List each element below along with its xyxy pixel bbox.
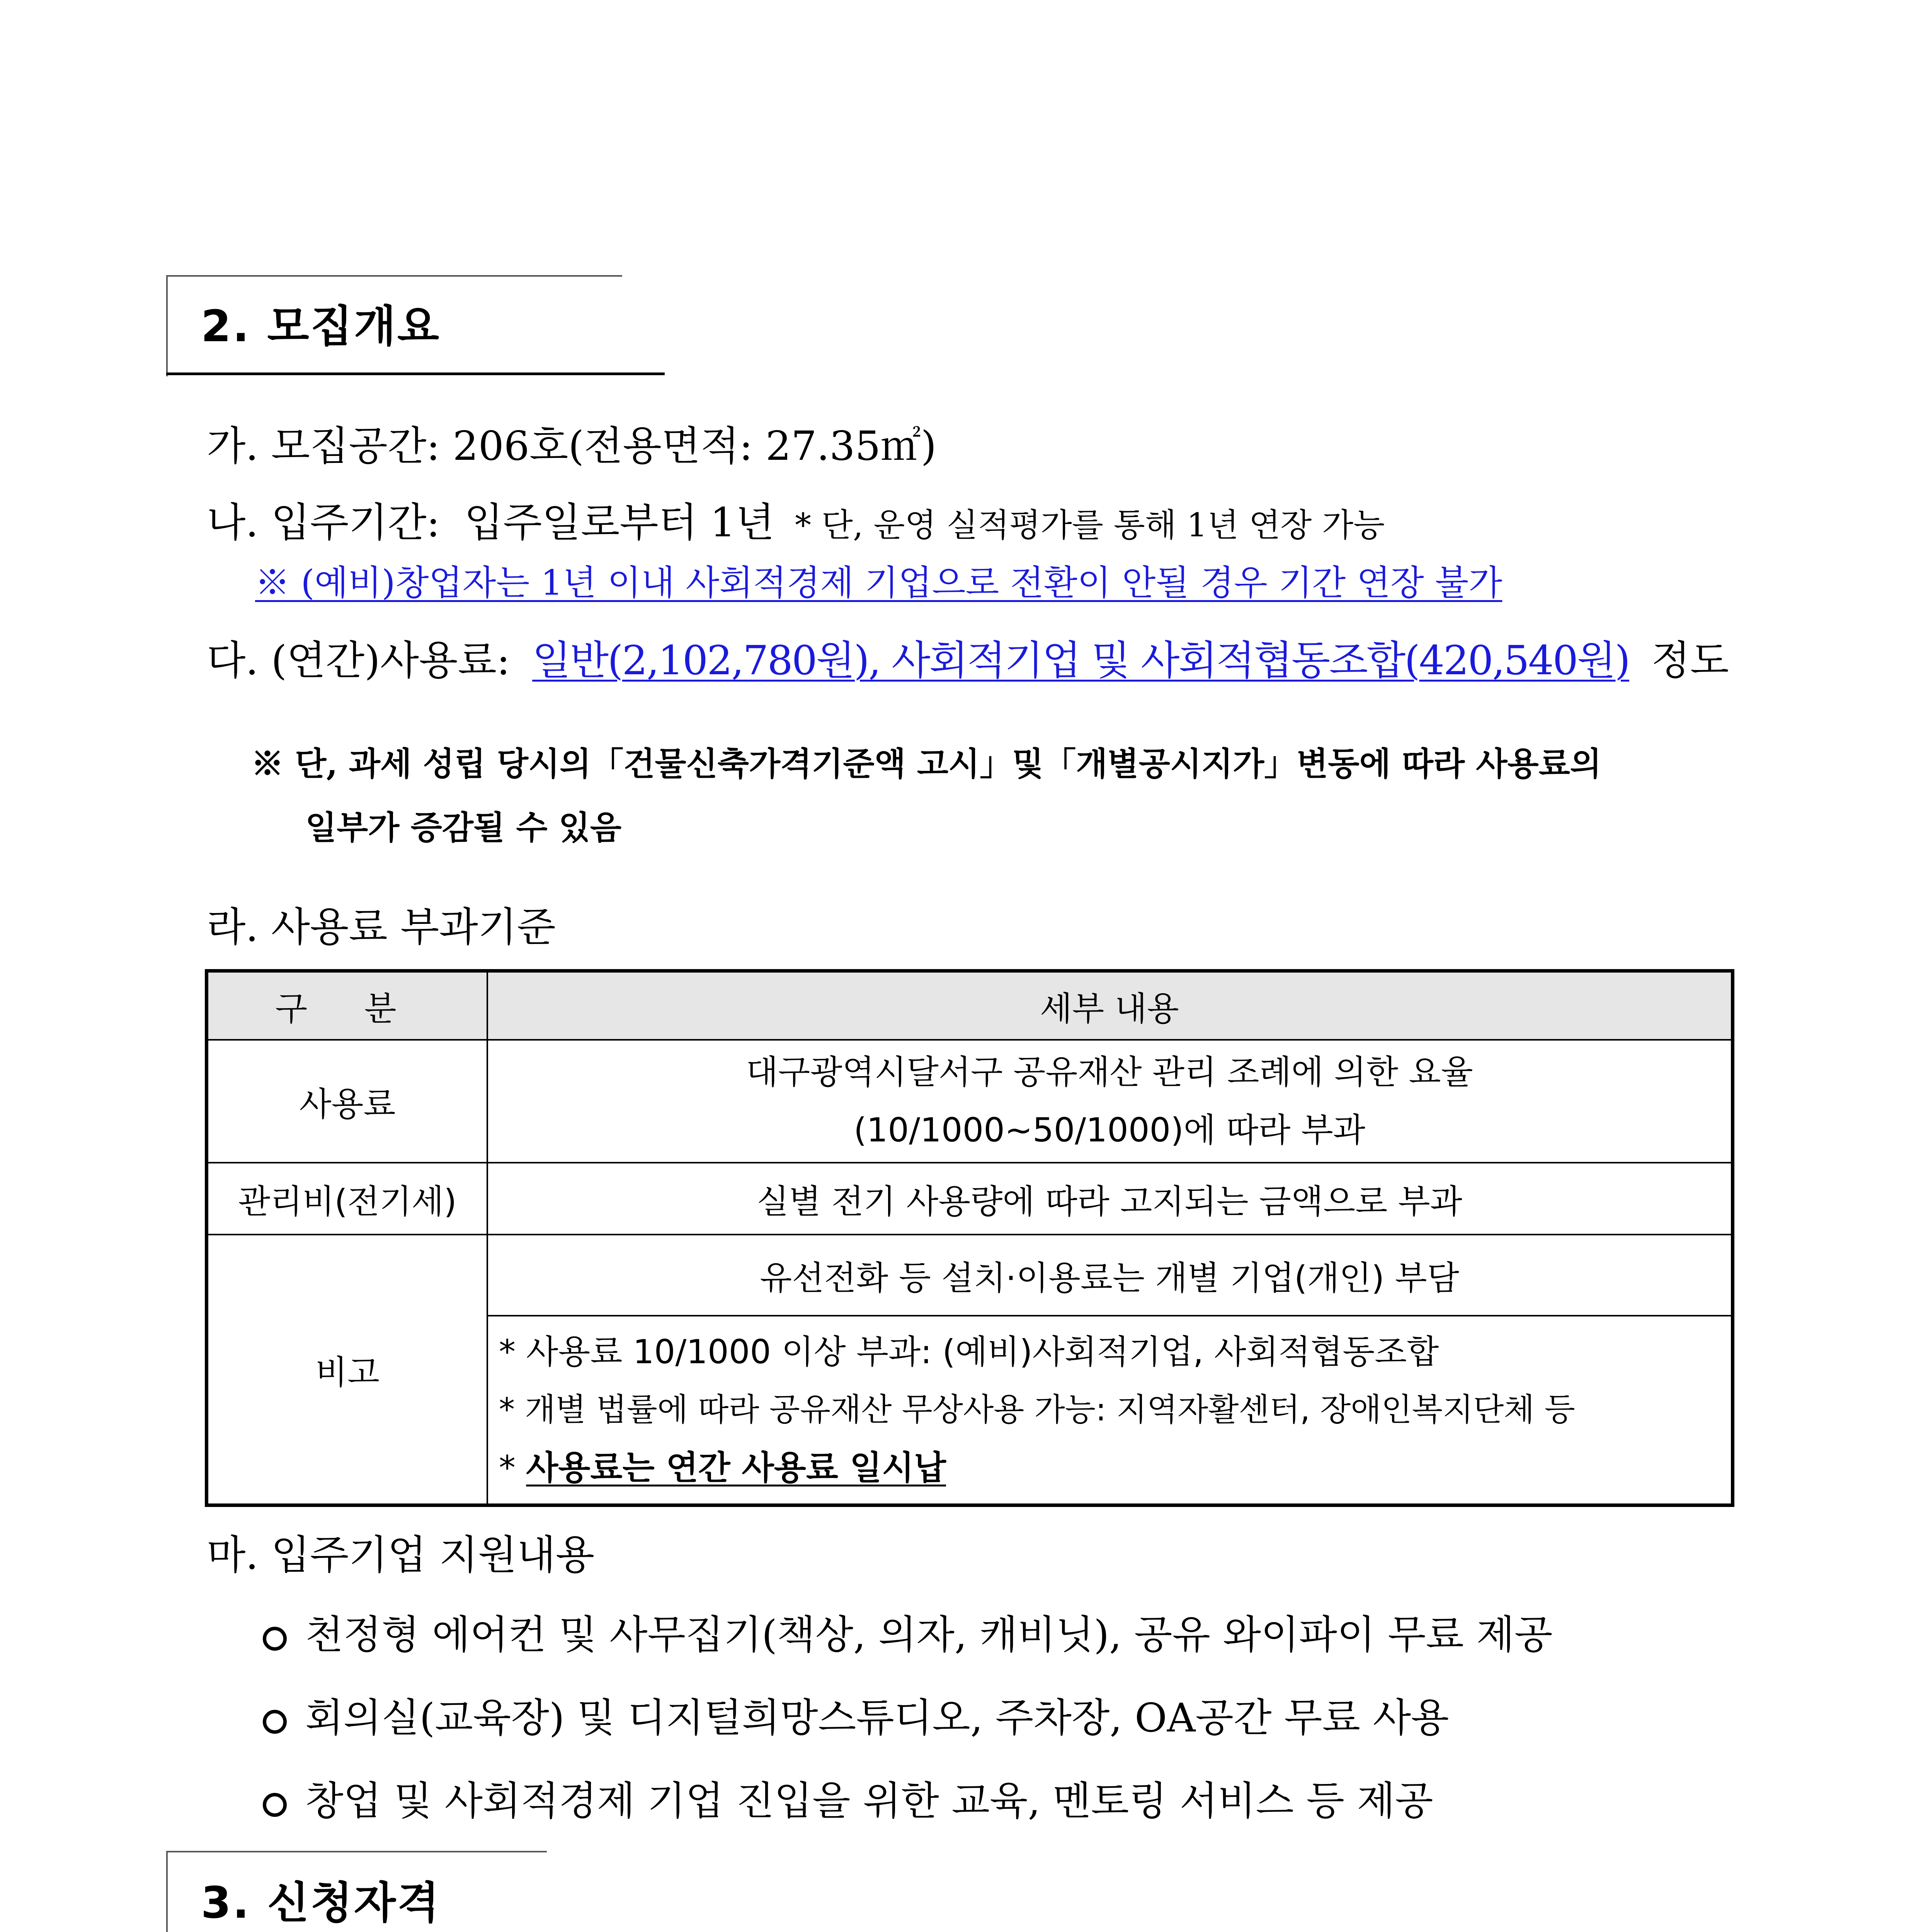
circle-bullet-icon <box>263 1710 287 1734</box>
table-cell-fee-detail <box>487 1040 1733 1163</box>
table-row-maintenance <box>207 1163 1733 1235</box>
support-item-1 <box>263 1604 1553 1660</box>
item-da-suffix: 정도 <box>1651 637 1729 684</box>
circle-bullet-icon <box>263 1627 287 1651</box>
table-cell-maintenance-label: 관리비(전기세) <box>207 1163 488 1235</box>
table-cell-maintenance-detail: 실별 전기 사용량에 따라 고지되는 금액으로 부과 <box>487 1163 1733 1235</box>
section2-heading-bottom-line <box>166 372 665 375</box>
section2-heading-top-line <box>166 275 622 277</box>
support-item-3-text: 창업 및 사회적경제 기업 진입을 위한 교육, 멘토링 서비스 등 제공 <box>305 1778 1433 1824</box>
table-cell-fee-line1: 대구광역시달서구 공유재산 관리 조례에 의한 요율 <box>746 1053 1473 1092</box>
table-cell-fee-label: 사용료 <box>207 1040 488 1163</box>
item-na-note: ※ (예비)창업자는 1년 이내 사회적경제 기업으로 전환이 안될 경우 기간 연장 불가 <box>255 563 1503 603</box>
remarks-bullet-3-text: 사용료는 연간 사용료 일시납 <box>526 1448 946 1487</box>
item-da-fee: 일반(2,102,780원), 사회적기업 및 사회적협동조합(420,540원) <box>532 637 1629 684</box>
item-na-small: * 단, 운영 실적평가를 통해 1년 연장 가능 <box>795 506 1385 544</box>
item-na <box>207 490 1385 548</box>
table-header-category: 구 분 <box>207 971 488 1040</box>
table-cell-remarks-detail: 유선전화 등 설치·이용료는 개별 기업(개인) 부담 <box>487 1235 1733 1316</box>
table-cell-fee-line2: (10/1000~50/1000)에 따라 부과 <box>854 1111 1365 1150</box>
section3-title: 3. 신청자격 <box>201 1878 441 1928</box>
item-da-label: 다. (연간)사용료: <box>207 637 510 684</box>
section3-heading-top-line <box>166 1851 547 1852</box>
table-header-row <box>207 971 1733 1040</box>
remarks-bullet-2: * 개별 법률에 따라 공유재산 무상사용 가능: 지역자활센터, 장애인복지단체 등 <box>499 1391 1575 1428</box>
item-ma: 마. 입주기업 지원내용 <box>207 1531 595 1578</box>
support-item-1-text: 천정형 에어컨 및 사무집기(책상, 의자, 캐비닛), 공유 와이파이 무료 제공 <box>305 1612 1553 1658</box>
table-cell-remarks-bullets <box>487 1316 1733 1505</box>
circle-bullet-icon <box>263 1793 287 1817</box>
item-da-note-line1: ※ 단, 과세 성립 당시의「건물신축가격기준액 고시」및「개별공시지가」변동에 따라 사용료의 <box>251 745 1601 783</box>
section2-title: 2. 모집개요 <box>201 301 441 352</box>
item-da-note-line2: 일부가 증감될 수 있음 <box>305 808 622 847</box>
remarks-bullet-3 <box>499 1439 1731 1497</box>
fee-table <box>205 969 1734 1507</box>
item-ra: 라. 사용료 부과기준 <box>207 903 556 951</box>
item-na-label: 나. 입주기간: <box>207 499 440 546</box>
section2-heading-left-line <box>166 275 168 376</box>
item-ga: 가. 모집공간: 206호(전용면적: 27.35㎡) <box>207 422 937 469</box>
support-item-3 <box>263 1770 1433 1826</box>
table-cell-remarks-label: 비고 <box>207 1235 488 1505</box>
item-da <box>207 628 1729 686</box>
table-header-details: 세부 내용 <box>487 971 1733 1040</box>
remarks-bullet-3-mark: * <box>499 1448 526 1487</box>
table-row-remarks <box>207 1235 1733 1316</box>
remarks-bullet-1: * 사용료 10/1000 이상 부과: (예비)사회적기업, 사회적협동조합 <box>499 1332 1439 1371</box>
item-na-text: 입주일로부터 1년 <box>464 499 775 546</box>
support-item-2-text: 회의실(교육장) 및 디지털희망스튜디오, 주차장, OA공간 무료 사용 <box>305 1695 1449 1741</box>
support-item-2 <box>263 1687 1449 1743</box>
table-row-fee <box>207 1040 1733 1163</box>
section3-heading-left-line <box>166 1851 168 1932</box>
